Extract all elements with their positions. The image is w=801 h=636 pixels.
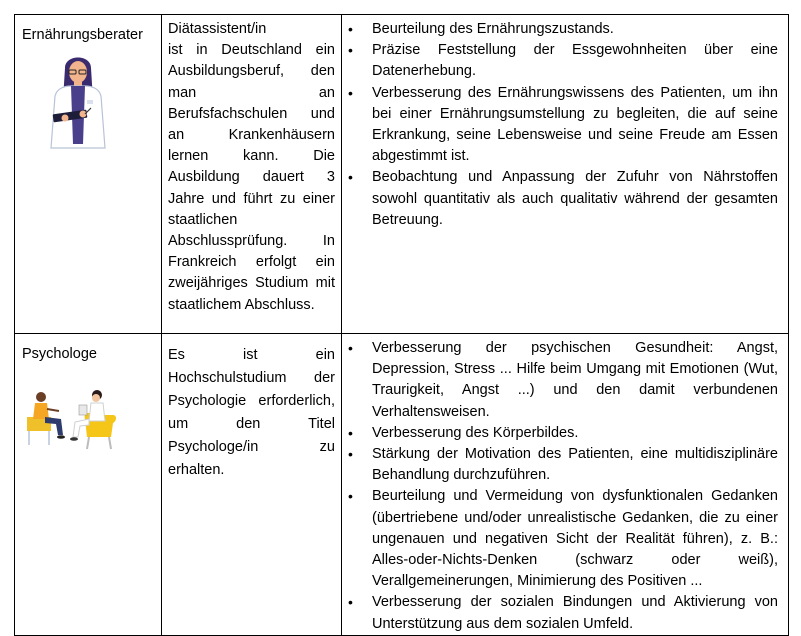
- training-cell: [162, 334, 342, 636]
- table-row: [15, 334, 789, 636]
- list-item: • Verbesserung des Körperbildes.: [372, 423, 778, 444]
- list-item: • Verbesserung der sozialen Bindungen und Aktivierung von Unterstützung aus dem sozialen Umfeld.: [372, 592, 778, 634]
- training-description: Es ist ein Hochschulstudium der Psychologie erforderlich, um den Titel Psychologe/in zu erhalten.: [168, 347, 335, 478]
- list-item: • Verbesserung der psychischen Gesundheit: Angst, Depression, Stress ... Hilfe beim Umgang mit Emotionen (Wut, Traurigkeit, Angst ...) und den damit verbundenen Verhaltensweisen.: [372, 338, 778, 423]
- role-cell: [15, 334, 162, 636]
- tasks-cell: [342, 334, 789, 636]
- professions-table: [14, 14, 789, 636]
- training-description: ist in Deutschland ein Ausbildungsberuf, den man an Berufsfachschulen und an Krankenhäusern lernen kann. Die Ausbildung dauert 3 Jahre und führt zu einer staatlichen Abschlussprüfung. In Frankreich erfolgt ein zweijähriges Studium mit staatlichem Abschluss.: [168, 42, 335, 313]
- tasks-list: [342, 334, 788, 635]
- list-item: • Beurteilung und Vermeidung von dysfunktionalen Gedanken (übertriebene und/oder unrealistische Gedanken, die zu einer ungenauen und negativen Sicht der Realität führen), z. B.: Alles-oder-Nichts-Denken (schwarz oder weiß), Verallgemeinerungen, Minimierung des Positiven ...: [372, 486, 778, 592]
- training-title: Diätassistent/in: [168, 21, 267, 37]
- tasks-cell: [342, 15, 789, 334]
- list-item: • Verbesserung des Ernährungswissens des Patienten, um ihn bei einer Ernährungsumstellung zu begleiten, die auf seine Erkrankung, seine Lebensweise und seine Freude am Essen abgestimmt ist.: [372, 83, 778, 168]
- therapy-session-illustration: [23, 389, 119, 453]
- training-text: [162, 15, 341, 316]
- role-cell: [15, 15, 162, 334]
- role-label: Psychologe: [22, 346, 97, 362]
- list-item: • Beurteilung des Ernährungszustands.: [372, 19, 778, 40]
- list-item: • Präzise Feststellung der Essgewohnheiten über eine Datenerhebung.: [372, 40, 778, 82]
- table-row: [15, 15, 789, 334]
- list-item: • Stärkung der Motivation des Patienten, eine multidisziplinäre Behandlung durchzuführen.: [372, 444, 778, 486]
- list-item: • Beobachtung und Anpassung der Zufuhr von Nährstoffen sowohl quantitativ als auch qualitativ während der gesamten Betreuung.: [372, 167, 778, 231]
- tasks-list: [342, 15, 788, 231]
- role-label: Ernährungsberater: [22, 27, 143, 43]
- training-cell: [162, 15, 342, 334]
- nutritionist-illustration: [35, 52, 125, 152]
